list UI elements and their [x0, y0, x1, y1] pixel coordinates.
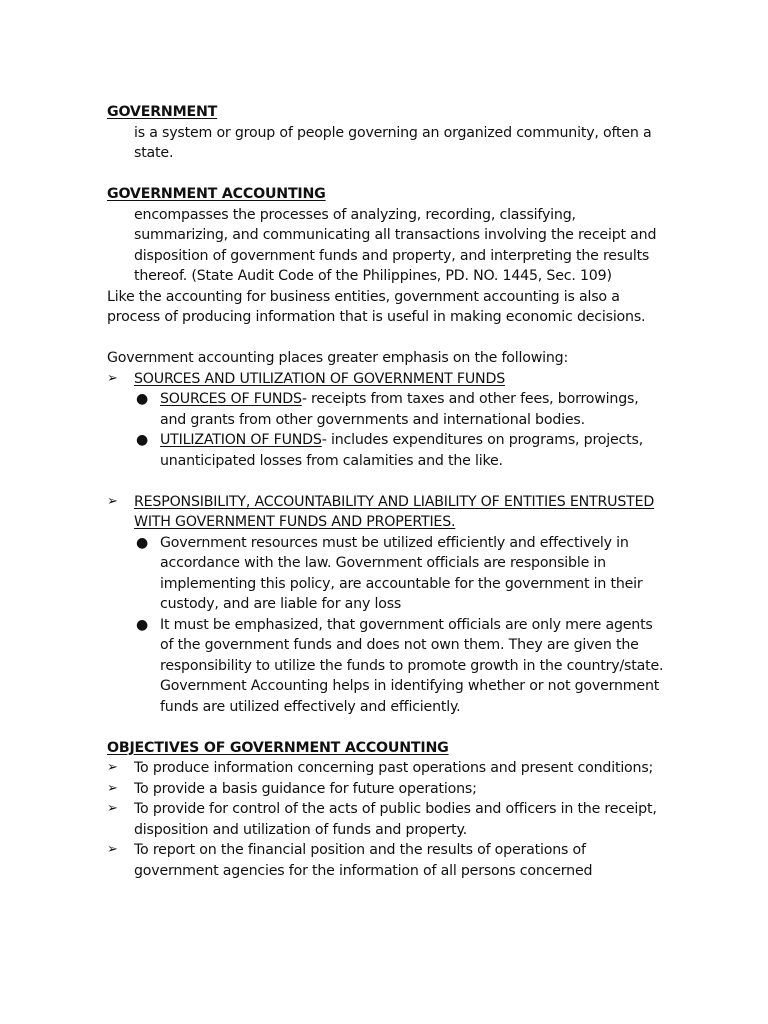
emphasis-item-title: SOURCES AND UTILIZATION OF GOVERNMENT FUNDS — [134, 370, 506, 387]
bullet-dot-icon: ● — [136, 391, 149, 407]
objective-text: To report on the financial position and the results of operations of government agencies for the information of all persons concerned — [134, 842, 593, 879]
arrow-bullet-icon: ➢ — [107, 493, 118, 509]
agents-text: It must be emphasized, that government officials are only mere agents of the government funds and does not own them. They are given the responsibility to utilize the funds to promote growth in the country/state. Government Accounting helps in identifying whether or not government funds are utilized effectively and efficiently. — [160, 616, 664, 715]
list-item — [134, 533, 667, 615]
emphasis-item-responsibility — [107, 492, 667, 533]
responsibility-text: Government resources must be utilized efficiently and effectively in accordance with the law. Government officials are responsible in implementing this policy, are accountable for the government in their custody, and are liable for any loss — [160, 534, 643, 612]
bullet-dot-icon: ● — [136, 616, 149, 633]
emphasis-intro: Government accounting places greater emphasis on the following: — [107, 350, 569, 366]
list-item — [134, 389, 667, 430]
emphasis-item-title: RESPONSIBILITY, ACCOUNTABILITY AND LIABILITY OF ENTITIES ENTRUSTED WITH GOVERNMENT FUNDS AND PROPERTIES. — [134, 493, 655, 530]
list-item — [134, 615, 667, 718]
utilization-of-funds-text: - includes expenditures on programs, projects, unanticipated losses from calamities and the like. — [160, 432, 644, 469]
heading-objectives: OBJECTIVES OF GOVERNMENT ACCOUNTING — [107, 739, 449, 756]
bullet-dot-icon: ● — [136, 432, 149, 448]
objective-text: To provide a basis guidance for future operations; — [134, 780, 477, 797]
sources-of-funds-text: - receipts from taxes and other fees, borrowings, and grants from other governments and international bodies. — [160, 391, 639, 428]
objective-text: To produce information concerning past operations and present conditions; — [134, 760, 654, 776]
objective-item — [107, 758, 667, 779]
document-page — [107, 102, 667, 881]
arrow-bullet-icon: ➢ — [107, 801, 118, 816]
utilization-of-funds-label: UTILIZATION OF FUNDS — [160, 432, 322, 448]
government-definition: is a system or group of people governing an organized community, often a state. — [134, 124, 652, 161]
spacer — [107, 471, 667, 492]
government-accounting-comparison: Like the accounting for business entities, government accounting is also a process of producing information that is useful in making economic decisions. — [107, 288, 646, 325]
emphasis-sublist — [107, 533, 667, 718]
objective-item — [107, 779, 667, 800]
emphasis-item-sources — [107, 369, 667, 390]
list-item — [134, 430, 667, 471]
objective-text: To provide for control of the acts of public bodies and officers in the receipt, disposition and utilization of funds and property. — [134, 801, 657, 838]
arrow-bullet-icon: ➢ — [107, 370, 118, 386]
arrow-bullet-icon: ➢ — [107, 842, 118, 857]
arrow-bullet-icon: ➢ — [107, 780, 118, 796]
bullet-dot-icon: ● — [136, 534, 149, 551]
objective-item — [107, 840, 667, 881]
sources-of-funds-label: SOURCES OF FUNDS — [160, 391, 302, 407]
government-accounting-definition: encompasses the processes of analyzing, recording, classifying, summarizing, and communicating all transactions involving the receipt and disposition of government funds and property, and interpreting the results thereof. (State Audit Code of the Philippines, PD. NO. 1445, Sec. 109) — [134, 206, 657, 284]
emphasis-sublist — [107, 389, 667, 471]
heading-government: GOVERNMENT — [107, 104, 218, 120]
spacer — [107, 164, 667, 185]
heading-government-accounting: GOVERNMENT ACCOUNTING — [107, 186, 326, 202]
arrow-bullet-icon: ➢ — [107, 760, 118, 775]
spacer — [107, 328, 667, 349]
objective-item — [107, 799, 667, 840]
spacer — [107, 717, 667, 738]
